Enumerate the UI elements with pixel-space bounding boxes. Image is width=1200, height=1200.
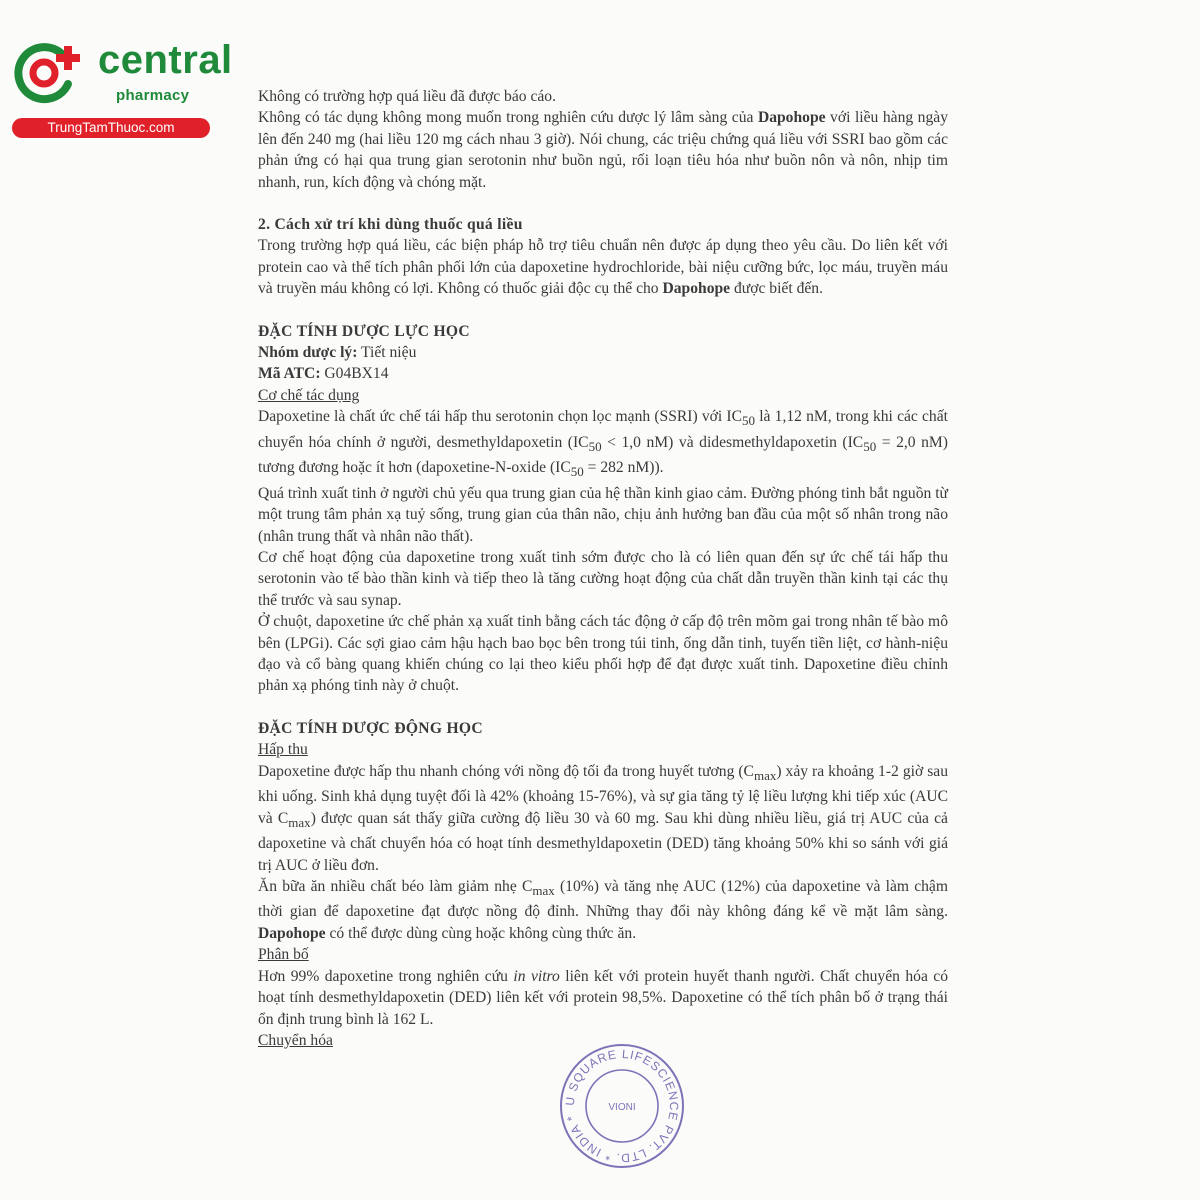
company-seal-stamp bbox=[558, 1042, 686, 1170]
paragraph: Dapoxetine là chất ức chế tái hấp thu serotonin chọn lọc mạnh (SSRI) với $IC_{50}$ là 1,12 nM, trong khi các chất chuyển hóa chính ở người, desmethyldapoxetin ($IC_{50} < 1,0$ nM) và didesmethyldapoxetin ($IC_{50} = 2,0$ nM) tương đương hoặc ít hơn (dapoxetine-N-oxide ($IC_{50} = 282$ nM)). bbox=[258, 408, 948, 480]
stamp-center-text: VIONI bbox=[608, 1102, 636, 1113]
subsection-title: Chuyển hóa bbox=[258, 1031, 333, 1049]
brand-name: central bbox=[98, 38, 233, 82]
section-heading: 2. Cách xử trí khi dùng thuốc quá liều bbox=[258, 216, 523, 234]
section-heading: ĐẶC TÍNH DƯỢC ĐỘNG HỌC bbox=[258, 719, 483, 737]
brand-subtitle: pharmacy bbox=[116, 87, 190, 104]
paragraph: Ăn bữa ăn nhiều chất béo làm giảm nhẹ $C_{max}$ (10%) và tăng nhẹ AUC (12%) của dapoxetine và làm chậm thời gian để dapoxetine đạt được nồng độ đỉnh. Những thay đổi này không đáng kể về mặt lâm sàng. Dapohope có thể được dùng cùng hoặc không cùng thức ăn. bbox=[258, 877, 948, 942]
paragraph: Không có tác dụng không mong muốn trong nghiên cứu dược lý lâm sàng của Dapohope với liều hàng ngày lên đến 240 mg (hai liều 120 mg cách nhau 3 giờ). Nói chung, các triệu chứng quá liều với SSRI bao gồm các phản ứng có hại qua trung gian serotonin như buồn ngủ, rối loạn tiêu hóa như buồn nôn và nôn, nhịp tim nhanh, run, kích động và chóng mặt. bbox=[258, 109, 948, 191]
section-heading: ĐẶC TÍNH DƯỢC LỰC HỌC bbox=[258, 322, 470, 340]
paragraph: Dapoxetine được hấp thu nhanh chóng với nồng độ tối đa trong huyết tương $(C_{max})$ xảy ra khoảng 1-2 giờ sau khi uống. Sinh khả dụng tuyệt đối là 42% (khoảng 15-76%), và sự gia tăng tỷ lệ liều lượng khi tiếp xúc (AUC và $C_{max}$) được quan sát thấy giữa cường độ liều 30 và 60 mg. Sau khi dùng nhiều liều, giá trị AUC của cả dapoxetine và chất chuyển hóa có hoạt tính desmethyldapoxetin (DED) tăng khoảng 50% khi so sánh với giá trị AUC ở liều đơn. bbox=[258, 762, 948, 874]
pharmacy-cross-icon bbox=[12, 40, 88, 106]
svg-text:U SQUARE LIFESCIENCE PVT. LTD.: U SQUARE LIFESCIENCE PVT. LTD. * INDIA * bbox=[562, 1046, 682, 1166]
atc-code: Mã ATC: G04BX14 bbox=[258, 365, 389, 383]
paragraph: Ở chuột, dapoxetine ức chế phản xạ xuất tinh bằng cách tác động ở cấp độ trên mõm gai trong nhân tế bào mô bên (LPGi). Các sợi giao cảm hậu hạch bao bọc bên trong túi tinh, ống dẫn tinh, tuyến tiền liệt, cơ hành-niệu đạo và cổ bàng quang khiến chúng co lại theo kiểu phối hợp để đạt được xuất tinh. Dapoxetine điều chỉnh phản xạ phóng tinh này ở chuột. bbox=[258, 613, 948, 695]
paragraph: Quá trình xuất tinh ở người chủ yếu qua trung gian của hệ thần kinh giao cảm. Đường phóng tinh bắt nguồn từ một trung tâm phản xạ tuỷ sống, trung gian của thân não, chịu ảnh hưởng ban đầu của một số nhân trong não (nhân trung thất và nhân não thất). bbox=[258, 484, 948, 545]
document-body bbox=[258, 86, 948, 1051]
brand-url[interactable]: TrungTamThuoc.com bbox=[12, 118, 210, 138]
paragraph: Cơ chế hoạt động của dapoxetine trong xuất tinh sớm được cho là có liên quan đến sự ức chế tái hấp thu serotonin vào tế bào thần kinh và tiếp theo là tăng cường hoạt động của chất dẫn truyền thần kinh tại các thụ thể trước và sau synap. bbox=[258, 549, 948, 609]
paragraph: Không có trường hợp quá liều đã được báo cáo. bbox=[258, 88, 556, 105]
paragraph: Trong trường hợp quá liều, các biện pháp hỗ trợ tiêu chuẩn nên được áp dụng theo yêu cầu. Do liên kết với protein cao và thể tích phân phối lớn của dapoxetine hydrochloride, bài niệu cưỡng bức, lọc máu, truyền máu và truyền máu không có lợi. Không có thuốc giải độc cụ thể cho Dapohope được biết đến. bbox=[258, 237, 948, 298]
subsection-title: Phân bố bbox=[258, 946, 309, 964]
brand-logo bbox=[12, 38, 233, 138]
subsection-title: Cơ chế tác dụng bbox=[258, 386, 360, 404]
subsection-title: Hấp thu bbox=[258, 741, 308, 759]
pharmacological-group: Nhóm dược lý: Tiết niệu bbox=[258, 344, 417, 362]
paragraph: Hơn 99% dapoxetine trong nghiên cứu in vitro liên kết với protein huyết thanh người. Chất chuyển hóa có hoạt tính desmethyldapoxetin (DED) liên kết với protein 98,5%. Dapoxetine có thể tích phân bố ở trạng thái ổn định trung bình là 162 L. bbox=[258, 967, 949, 1028]
